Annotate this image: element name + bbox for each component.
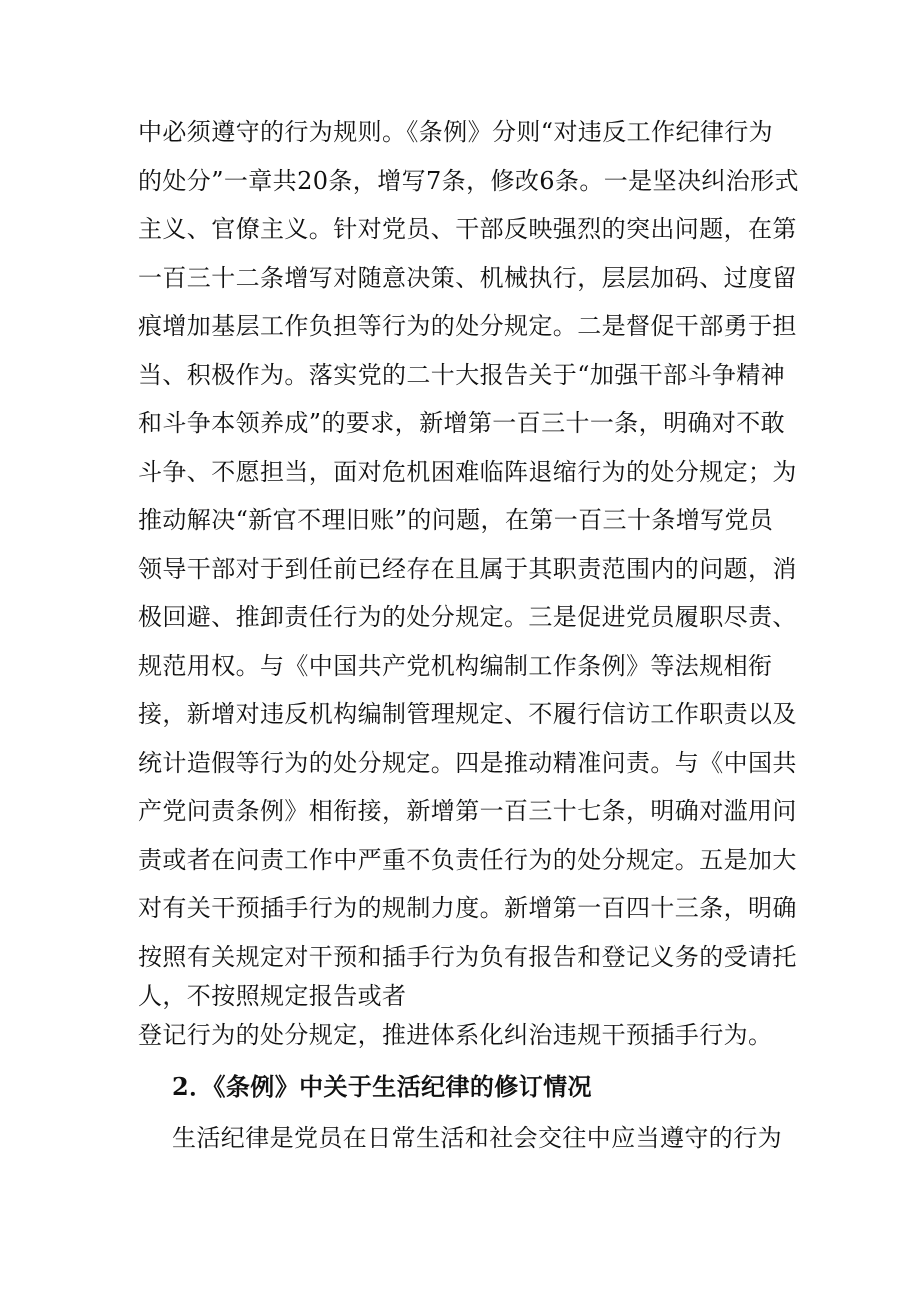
body-line: 当、积极作为。落实党的二十大报告关于“加强干部斗争精神	[138, 360, 786, 389]
body-line: 推动解决“新官不理旧账”的问题，在第一百三十条增写党员	[138, 506, 774, 534]
body-line: 统计造假等行为的处分规定。四是推动精准问责。与《中国共	[138, 748, 797, 777]
body-line: 痕增加基层工作负担等行为的处分规定。二是督促干部勇于担	[138, 312, 797, 340]
body-line: 责或者在问责工作中严重不负责任行为的处分规定。五是加大	[138, 845, 797, 874]
body-line: 一百三十二条增写对随意决策、机械执行，层层加码、过度留	[138, 263, 797, 292]
document-body	[138, 108, 799, 1162]
body-line: 和斗争本领养成”的要求，新增第一百三十一条，明确对不敢	[138, 409, 786, 437]
body-line: 的处分”一章共20条，增写7条，修改6条。一是坚决纠治形式	[138, 166, 799, 195]
body-line: 斗争、不愿担当，面对危机困难临阵退缩行为的处分规定；为	[138, 457, 797, 486]
paragraph-first-line: 生活纪律是党员在日常生活和社会交往中应当遵守的行为	[172, 1123, 782, 1152]
body-line: 登记行为的处分规定，推进体系化纠治违规干预插手行为。	[138, 1021, 773, 1049]
body-line: 人，不按照规定报告或者	[138, 982, 407, 1010]
body-line: 产党问责条例》相衔接，新增第一百三十七条，明确对滥用问	[138, 797, 797, 825]
body-line: 主义、官僚主义。针对党员、干部反映强烈的突出问题，在第	[138, 215, 797, 243]
body-line: 规范用权。与《中国共产党机构编制工作条例》等法规相衔	[138, 651, 773, 680]
body-line: 中必须遵守的行为规则。《条例》分则“对违反工作纪律行为	[138, 118, 774, 146]
body-line: 领导干部对于到任前已经存在且属于其职责范围内的问题，消	[138, 554, 797, 583]
section-heading: 2．《条例》中关于生活纪律的修订情况	[172, 1071, 592, 1101]
body-line: 接，新增对违反机构编制管理规定、不履行信访工作职责以及	[138, 700, 797, 728]
body-line: 极回避、推卸责任行为的处分规定。三是促进党员履职尽责、	[138, 603, 797, 631]
body-line: 按照有关规定对干预和插手行为负有报告和登记义务的受请托	[138, 942, 797, 971]
body-line: 对有关干预插手行为的规制力度。新增第一百四十三条，明确	[138, 894, 797, 922]
